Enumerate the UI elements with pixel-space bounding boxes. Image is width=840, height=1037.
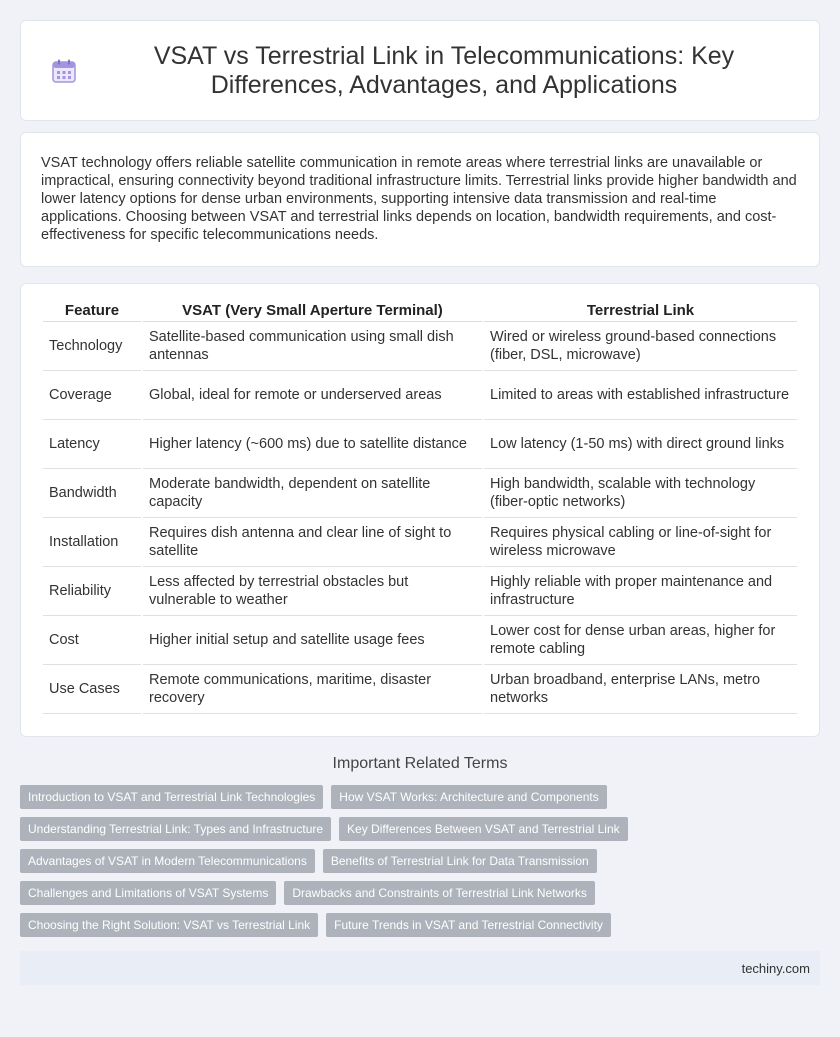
table-row [43,665,797,714]
related-tag[interactable]: Introduction to VSAT and Terrestrial Link Technologies [20,785,323,809]
vsat-cell: Less affected by terrestrial obstacles but vulnerable to weather [142,567,483,616]
feature-cell: Latency [43,420,142,469]
related-tag[interactable]: Choosing the Right Solution: VSAT vs Terrestrial Link [20,913,318,937]
related-tags [20,785,820,937]
related-tag[interactable]: Understanding Terrestrial Link: Types and Infrastructure [20,817,331,841]
related-terms-title: Important Related Terms [332,755,508,772]
vsat-cell: Global, ideal for remote or underserved areas [142,371,483,420]
related-terms-section [0,755,840,773]
table-row [43,616,797,665]
feature-cell: Use Cases [43,665,142,714]
title-wrap [51,42,789,100]
header-terrestrial: Terrestrial Link [483,298,797,322]
page-title: VSAT vs Terrestrial Link in Telecommunications: Key Differences, Advantages, and Applications [153,41,735,99]
related-tag[interactable]: How VSAT Works: Architecture and Components [331,785,606,809]
table-row [43,322,797,371]
terrestrial-cell: Requires physical cabling or line-of-sight for wireless microwave [483,518,797,567]
intro-card [20,132,820,267]
terrestrial-cell: High bandwidth, scalable with technology (fiber-optic networks) [483,469,797,518]
footer [20,951,820,985]
intro-text: VSAT technology offers reliable satellite communication in remote areas where terrestrial links are unavailable or impractical, ensuring connectivity beyond traditional infrastructure limits. Terrestrial links provide higher bandwidth and lower latency options for dense urban environments, supporting intensive data transmission and real-time applications. Choosing between VSAT and terrestrial links depends on location, bandwidth requirements, and cost-effectiveness for specific telecommunications needs. [41,155,797,243]
vsat-cell: Requires dish antenna and clear line of sight to satellite [142,518,483,567]
related-tag[interactable]: Advantages of VSAT in Modern Telecommunications [20,849,315,873]
related-tag[interactable]: Drawbacks and Constraints of Terrestrial Link Networks [284,881,595,905]
vsat-cell: Higher initial setup and satellite usage fees [142,616,483,665]
terrestrial-cell: Limited to areas with established infrastructure [483,371,797,420]
vsat-cell: Moderate bandwidth, dependent on satellite capacity [142,469,483,518]
table-row [43,518,797,567]
comparison-table-card [20,283,820,737]
related-tag[interactable]: Benefits of Terrestrial Link for Data Transmission [323,849,597,873]
feature-cell: Installation [43,518,142,567]
vsat-cell: Higher latency (~600 ms) due to satellite distance [142,420,483,469]
related-tag[interactable]: Challenges and Limitations of VSAT Systems [20,881,276,905]
header-card [20,20,820,121]
calendar-icon [51,58,77,84]
feature-cell: Technology [43,322,142,371]
terrestrial-cell: Low latency (1-50 ms) with direct ground links [483,420,797,469]
vsat-cell: Remote communications, maritime, disaster recovery [142,665,483,714]
related-tag[interactable]: Key Differences Between VSAT and Terrestrial Link [339,817,628,841]
terrestrial-cell: Lower cost for dense urban areas, higher for remote cabling [483,616,797,665]
header-vsat: VSAT (Very Small Aperture Terminal) [142,298,483,322]
related-tag[interactable]: Future Trends in VSAT and Terrestrial Connectivity [326,913,611,937]
table-row [43,371,797,420]
table-row [43,469,797,518]
terrestrial-cell: Wired or wireless ground-based connections (fiber, DSL, microwave) [483,322,797,371]
feature-cell: Bandwidth [43,469,142,518]
terrestrial-cell: Highly reliable with proper maintenance and infrastructure [483,567,797,616]
feature-cell: Reliability [43,567,142,616]
table-header-row [43,298,797,322]
header-feature: Feature [43,298,142,322]
vsat-cell: Satellite-based communication using small dish antennas [142,322,483,371]
table-row [43,567,797,616]
feature-cell: Cost [43,616,142,665]
table-row [43,420,797,469]
comparison-table [43,298,797,714]
terrestrial-cell: Urban broadband, enterprise LANs, metro networks [483,665,797,714]
footer-brand[interactable]: techiny.com [741,960,810,976]
feature-cell: Coverage [43,371,142,420]
